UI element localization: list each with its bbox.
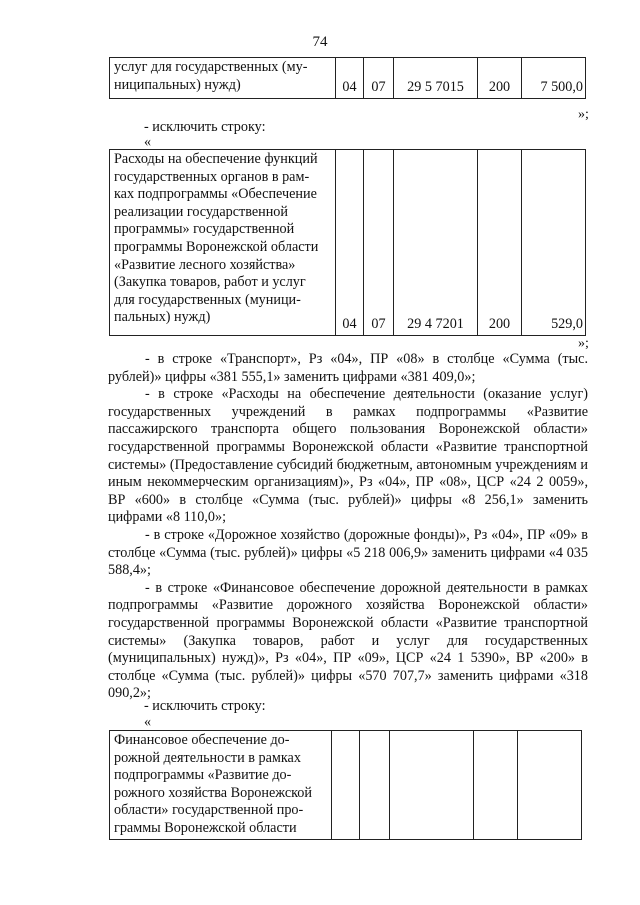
opening-quote: « [144, 714, 152, 730]
rz-cell [332, 731, 360, 840]
pr-cell: 07 [364, 58, 394, 99]
rz-cell: 04 [336, 150, 364, 336]
amendment-paragraph: - в строке «Расходы на обеспечение деятельности (оказание услуг) государственных учреждений в рамках подпрограммы «Развитие пассажирского транспорта общего пользования Воронежской области» государственной программы Воронежской области «Развитие транспортной системы» (Предоставление субсидий бюджетным, автономным учреждениям и иным некоммерческим организациям)», Рз «04», ПР «08», ЦСР «24 2 0059», ВР «600» в столбце «Сумма (тыс. рублей)» цифры «8 256,1» заменить цифрами «8 110,0»; [108, 386, 588, 526]
pr-cell: 07 [364, 150, 394, 336]
table-row [110, 150, 586, 336]
pr-cell [360, 731, 390, 840]
expense-name-cell [110, 150, 336, 336]
csr-cell [390, 731, 474, 840]
amendment-paragraph: - в строке «Дорожное хозяйство (дорожные фонды)», Рз «04», ПР «09» в столбце «Сумма (тыс. рублей)» цифры «5 218 006,9» заменить цифрами «4 035 588,4»; [108, 526, 588, 579]
table-row [110, 731, 582, 840]
csr-cell: 29 4 7201 [394, 150, 478, 336]
expense-name-cell [110, 58, 336, 99]
sum-cell: 7 500,0 [522, 58, 586, 99]
opening-quote: « [144, 134, 152, 150]
sum-cell [518, 731, 582, 840]
table-row [110, 58, 586, 99]
amendment-paragraph: - в строке «Финансовое обеспечение дорожной деятельности в рамках подпрограммы «Развитие дорожного хозяйства Воронежской области» государственной программы Воронежской области «Развитие транспортной системы» (Закупка товаров, работ и услуг для государственных (муниципальных) нужд)», Рз «04», ПР «09», ЦСР «24 1 5390», ВР «200» в столбце «Сумма (тыс. рублей)» цифры «570 707,7» заменить цифрами «318 090,2»; [108, 579, 588, 702]
expense-name-cell [110, 731, 332, 840]
expense-name: услуг для государственных (му- ниципальных) нужд) [114, 59, 308, 93]
excluded-row-table [109, 730, 582, 840]
expense-name: Расходы на обеспечение функций государственных органов в рам- ках подпрограммы «Обеспечение реализации государственной программы» государственной программы Воронежской области «Развитие лесного хозяйства» (Закупка товаров, работ и услуг для государственных (муници- пальных) нужд) [114, 151, 319, 326]
amendment-paragraphs [108, 351, 588, 703]
instruction-exclude-row: - исключить строку: [144, 698, 266, 714]
vr-cell: 200 [478, 150, 522, 336]
vr-cell [474, 731, 518, 840]
closing-quote: »; [578, 107, 589, 122]
vr-cell: 200 [478, 58, 522, 99]
page-number: 74 [312, 34, 328, 50]
rz-cell: 04 [336, 58, 364, 99]
instruction-exclude-row: - исключить строку: [144, 119, 266, 135]
sum-cell: 529,0 [522, 150, 586, 336]
amendment-paragraph: - в строке «Транспорт», Рз «04», ПР «08» в столбце «Сумма (тыс. рублей)» цифры «381 555,1» заменить цифрами «381 409,0»; [108, 351, 588, 385]
budget-table-top-fragment [109, 57, 586, 99]
csr-cell: 29 5 7015 [394, 58, 478, 99]
closing-quote: »; [578, 336, 589, 351]
expense-name: Финансовое обеспечение до- рожной деятельности в рамках подпрограммы «Развитие до- рожного хозяйства Воронежской области» государственной про- граммы Воронежской области [114, 732, 312, 836]
excluded-row-table [109, 149, 586, 336]
